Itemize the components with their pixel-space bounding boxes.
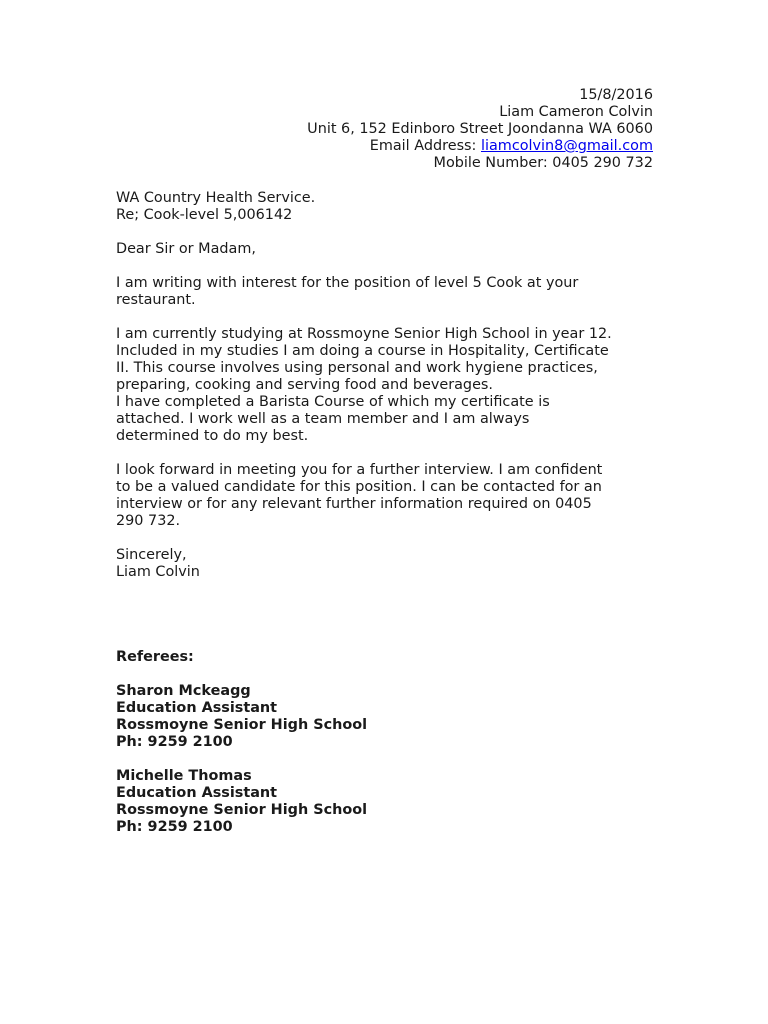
recipient-block	[116, 190, 656, 224]
paragraph-line: I am writing with interest for the position of level 5 Cook at your	[116, 275, 579, 291]
referee-phone: Ph: 9259 2100	[116, 819, 233, 835]
sender-header	[116, 87, 653, 172]
paragraph-line: Included in my studies I am doing a course in Hospitality, Certificate	[116, 343, 609, 359]
referees-heading-group	[116, 649, 656, 666]
paragraph-line: interview or for any relevant further information required on 0405	[116, 496, 592, 512]
reference-line: Re; Cook-level 5,006142	[116, 207, 293, 223]
paragraph-line: restaurant.	[116, 292, 196, 308]
salutation	[116, 241, 656, 258]
paragraph-line: I have completed a Barista Course of which my certificate is	[116, 394, 550, 410]
sender-email-line	[116, 138, 653, 155]
email-label: Email Address:	[369, 138, 481, 154]
referee-phone: Ph: 9259 2100	[116, 734, 233, 750]
paragraph-line: to be a valued candidate for this position. I can be contacted for an	[116, 479, 602, 495]
letter-body	[116, 190, 656, 598]
paragraph-line: preparing, cooking and serving food and beverages.	[116, 377, 493, 393]
referee-card	[116, 683, 656, 751]
paragraph-line: 290 732.	[116, 513, 181, 529]
referee-card	[116, 768, 656, 836]
paragraph-line: I am currently studying at Rossmoyne Senior High School in year 12.	[116, 326, 612, 342]
referees-section	[116, 649, 656, 853]
sender-address: Unit 6, 152 Edinboro Street Joondanna WA 6060	[307, 121, 653, 137]
referee-role: Education Assistant	[116, 700, 278, 716]
referee-role: Education Assistant	[116, 785, 278, 801]
referees-heading: Referees:	[116, 649, 194, 665]
salutation-text: Dear Sir or Madam,	[116, 241, 256, 257]
paragraph-line: II. This course involves using personal and work hygiene practices,	[116, 360, 598, 376]
recipient-organisation: WA Country Health Service.	[116, 190, 316, 206]
paragraph-studies	[116, 326, 656, 445]
sign-off: Sincerely,	[116, 547, 187, 563]
sender-mobile: Mobile Number: 0405 290 732	[433, 155, 653, 171]
referee-school: Rossmoyne Senior High School	[116, 802, 368, 818]
sign-off-block	[116, 547, 656, 581]
referee-school: Rossmoyne Senior High School	[116, 717, 368, 733]
referee-name: Sharon Mckeagg	[116, 683, 251, 699]
letter-date: 15/8/2016	[579, 87, 653, 103]
sender-name: Liam Cameron Colvin	[499, 104, 653, 120]
paragraph-closing	[116, 462, 656, 530]
paragraph-intro	[116, 275, 656, 309]
paragraph-line: attached. I work well as a team member and I am always	[116, 411, 530, 427]
email-link[interactable]: liamcolvin8@gmail.com	[480, 138, 653, 154]
signature-name: Liam Colvin	[116, 564, 200, 580]
paragraph-line: determined to do my best.	[116, 428, 309, 444]
paragraph-line: I look forward in meeting you for a further interview. I am confident	[116, 462, 603, 478]
referee-name: Michelle Thomas	[116, 768, 252, 784]
